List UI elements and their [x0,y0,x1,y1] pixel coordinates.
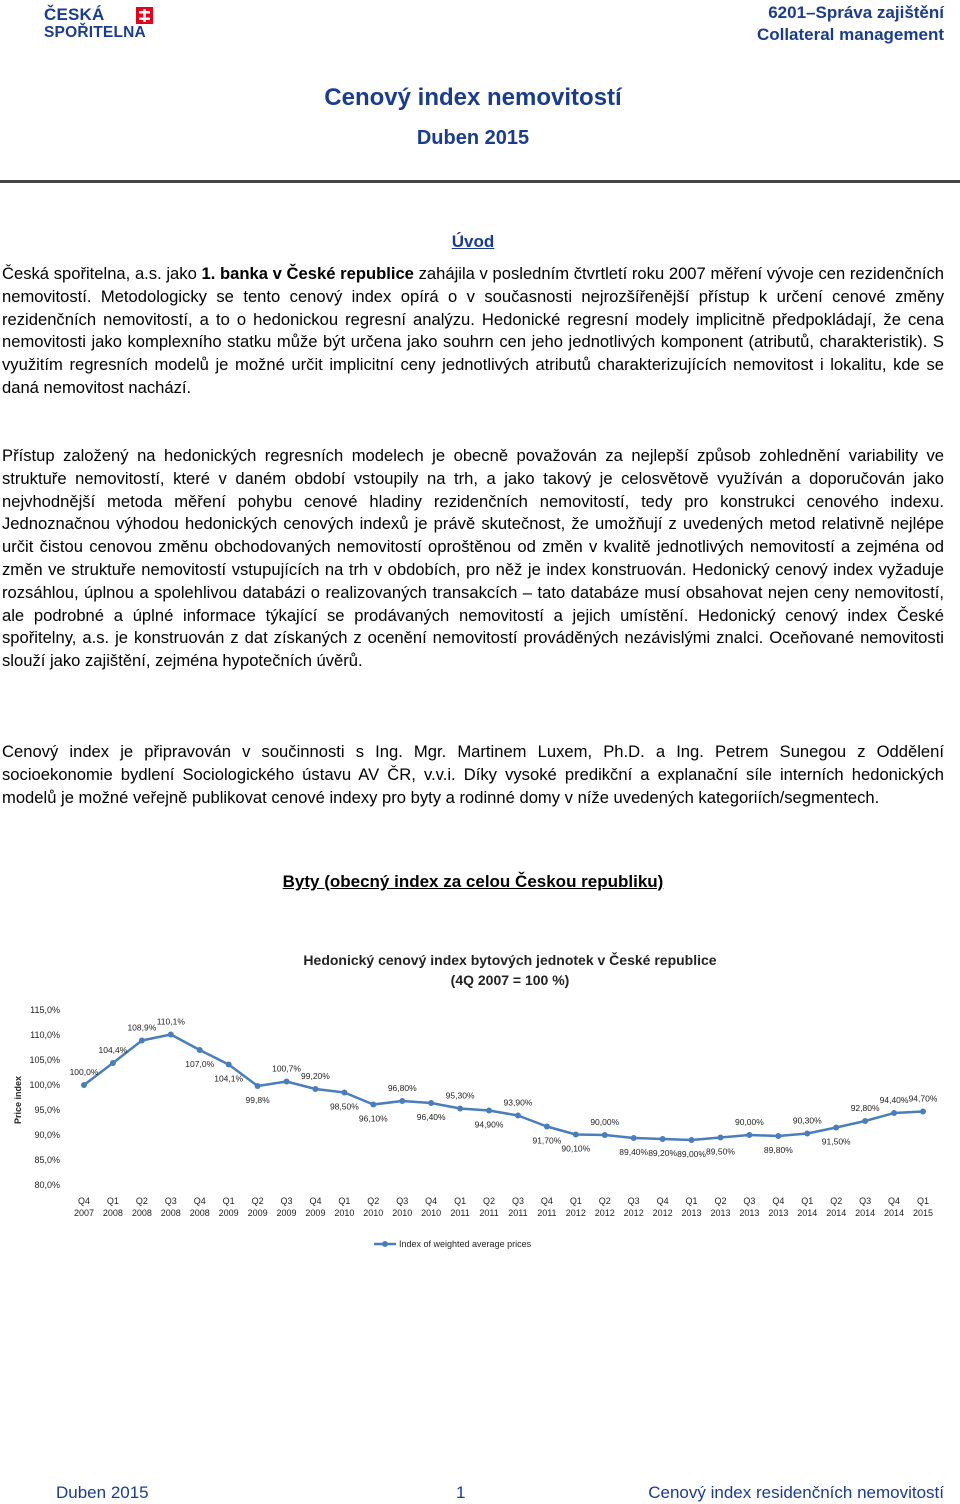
x-tick-label-quarter: Q4 [309,1196,322,1206]
data-point [370,1102,376,1108]
x-tick-label-year: 2012 [565,1208,586,1218]
x-tick-label-year: 2011 [450,1208,470,1218]
data-point [573,1132,579,1138]
x-tick-label-quarter: Q2 [483,1196,496,1206]
data-point [660,1136,666,1142]
intro-paragraph-2: Přístup založený na hedonických regresních modelech je obecně považován za nejlepší způsob zohlednění variability ve struktuře nemovitostí, které v daném období vstoupily na trh, a jako takový je celosvětově využíván a doporučován jako nejvhodnější metoda měření pohybu cenové hladiny rezidenčních nemovitostí, tedy pro konstrukci cenového indexu. Jednoznačnou výhodou hedonických cenových indexů je právě skutečnost, že umožňují z uvedených metod relativně nejlépe určit čistou cenovou změnu obchodovaných nemovitostí oproštěnou od změn v kvalitě jednotlivých nemovitostí a zejména od změn ve struktuře nemovitostí vstupujících na trh v obdobích, pro něž je index konstruován. Hedonický cenový index vyžaduje rozsáhlou, úplnou a spolehlivou databázi o realizovaných transakcích – tato databáze musí obsahovat nejen ceny nemovitostí, ale podrobné a úplné informace týkající se prodávaných nemovitostí a jejich umístění. Hedonický cenový index České spořitelny, a.s. je konstruován z dat získaných z ocenění nemovitostí prováděných nezávislými znalci. Oceňované nemovitosti slouží jako zajištění, zejména hypotečních úvěrů. [2,446,944,671]
data-label: 92,80% [850,1103,880,1113]
data-point [341,1090,347,1096]
data-point [544,1124,550,1130]
data-label: 95,30% [445,1090,475,1101]
x-tick-label-quarter: Q3 [164,1196,177,1206]
x-tick-label-year: 2009 [218,1208,239,1218]
chart-title [200,950,820,990]
data-point [255,1083,261,1089]
x-tick-label-quarter: Q4 [888,1196,901,1206]
document-title: Cenový index nemovitostí [324,84,622,111]
x-tick-label-year: 2014 [855,1208,876,1218]
x-tick-label-quarter: Q1 [454,1196,467,1206]
data-point [197,1047,203,1053]
x-tick-label-quarter: Q1 [106,1196,119,1206]
x-tick-label-quarter: Q1 [685,1196,698,1206]
data-point [631,1135,637,1141]
x-tick-label-quarter: Q2 [135,1196,148,1206]
data-label: 107,0% [185,1059,215,1069]
data-label: 91,50% [821,1136,851,1147]
x-tick-label-quarter: Q3 [396,1196,409,1206]
chart-subtitle-line: (4Q 2007 = 100 %) [450,972,570,988]
chart-title-line: Hedonický cenový index bytových jednotek v České republice [303,952,717,968]
y-tick-label: 95,0% [34,1105,60,1115]
intro-paragraph-3: Cenový index je připravován v součinnosti s Ing. Mgr. Martinem Luxem, Ph.D. a Ing. Petrem Sunegou z Oddělení socioekonomie bydlení Sociologického ústavu AV ČR, v.v.i. Díky vysoké predikční a explanační síle interních hedonických modelů je možné veřejně publikovat cenové indexy pro byty a rodinné domy v níže uvedených kategoriích/segmentech. [2,742,944,807]
footer-date: Duben 2015 [56,1483,149,1502]
x-tick-label-year: 2009 [305,1208,326,1218]
data-point [399,1098,405,1104]
y-tick-label: 105,0% [29,1055,60,1065]
x-tick-label-quarter: Q3 [511,1196,524,1206]
data-point [891,1110,897,1116]
chart-series [81,1032,926,1144]
data-point [168,1032,174,1038]
data-label: 94,70% [908,1093,938,1104]
data-label: 98,50% [329,1101,359,1112]
x-tick-label-year: 2008 [102,1208,123,1218]
data-label: 89,00% [677,1149,706,1159]
footer-page-number: 1 [456,1483,466,1502]
data-point [284,1079,290,1085]
flats-section-heading: Byty (obecný index za celou Českou republiku) [282,872,664,891]
x-tick-label-year: 2011 [479,1208,499,1218]
document-date: Duben 2015 [416,127,530,149]
x-tick-label-quarter: Q1 [916,1196,930,1206]
x-axis [74,1196,933,1218]
data-label: 104,4% [98,1045,128,1055]
footer-document-name: Cenový index residenčních nemovitostí [648,1483,944,1502]
intro-p1-bold: 1. banka v České republice [201,264,414,283]
x-tick-label-year: 2009 [276,1208,297,1218]
data-label: 108,9% [127,1022,157,1033]
data-point [110,1060,116,1066]
y-axis-title: Price index [13,1075,23,1125]
data-point [81,1082,87,1088]
intro-heading: Úvod [451,232,495,251]
legend-label: Index of weighted average prices [399,1239,532,1249]
data-point [515,1113,521,1119]
logo-line-1: ČESKÁ [44,5,105,24]
data-label: 89,80% [763,1145,793,1155]
data-point [717,1135,723,1141]
x-tick-label-quarter: Q2 [714,1196,727,1206]
y-tick-label: 90,0% [34,1130,60,1140]
department-subtitle: Collateral management [756,25,944,44]
data-label: 89,20% [648,1148,678,1158]
logo-line-2: SPOŘITELNA [44,24,146,41]
x-tick-label-quarter: Q4 [77,1196,91,1206]
intro-p1-rest: zahájila v posledním čtvrtletí roku 2007 měření vývoje cen rezidenčních nemovitostí. Metodologicky se tento cenový index opírá o v současnosti nejrozšířenější přístup k určení cenové změny rezidenčních nemovitostí, a to o hedonickou regresní analýzu. Hedonické regresní modely implicitně předpokládají, že cena nemovitosti jako komplexního statku může být určena jako souhrn cen jeho jednotlivých komponent (atributů, charakteristik). S využitím regresních modelů je možné určit implicitní ceny jednotlivých atributů charakterizujících nemovitost i lokalitu, kde se daná nemovitost nachází. [2,264,944,397]
y-tick-label: 80,0% [34,1180,60,1190]
header-right [757,2,944,46]
data-label: 93,90% [503,1097,533,1108]
x-tick-label-quarter: Q1 [569,1196,582,1206]
data-point [689,1137,695,1143]
x-tick-label-quarter: Q4 [772,1196,785,1206]
data-label: 91,70% [532,1135,562,1146]
data-point [428,1100,434,1106]
x-tick-label-year: 2015 [912,1208,934,1218]
data-point [804,1131,810,1137]
data-label: 100,7% [272,1063,301,1074]
y-tick-label: 110,0% [30,1030,60,1040]
x-tick-label-year: 2013 [768,1208,789,1218]
x-tick-label-quarter: Q4 [656,1196,669,1206]
x-tick-label-year: 2010 [392,1208,413,1218]
data-label: 94,40% [879,1095,909,1105]
data-point [602,1132,608,1138]
data-label: 110,1% [156,1016,185,1027]
x-tick-label-quarter: Q4 [425,1196,438,1206]
data-label: 89,50% [706,1146,735,1157]
x-tick-label-year: 2013 [710,1208,731,1218]
x-tick-label-quarter: Q1 [338,1196,351,1206]
data-label: 96,10% [358,1113,388,1124]
data-point [920,1109,926,1115]
data-label: 90,30% [792,1115,822,1126]
x-tick-label-year: 2009 [247,1208,268,1218]
data-point [833,1125,839,1131]
y-tick-label: 100,0% [29,1080,60,1090]
data-label: 96,80% [387,1083,417,1093]
x-tick-label-year: 2010 [421,1208,442,1218]
x-tick-label-year: 2012 [652,1208,673,1218]
data-label: 100,0% [69,1067,99,1077]
data-point [139,1038,145,1044]
x-tick-label-quarter: Q2 [830,1196,843,1206]
data-point [486,1108,492,1114]
x-tick-label-quarter: Q3 [743,1196,756,1206]
y-axis [13,1005,60,1190]
data-point [775,1133,781,1139]
x-tick-label-year: 2014 [884,1208,905,1218]
x-tick-label-year: 2010 [363,1208,384,1218]
department-code-title: 6201–Správa zajištění [768,3,944,22]
x-tick-label-quarter: Q1 [222,1196,235,1206]
ceska-sporitelna-logo [44,5,154,43]
data-label: 90,00% [734,1117,764,1127]
x-tick-label-year: 2013 [739,1208,760,1218]
x-tick-label-year: 2013 [681,1208,702,1218]
x-tick-label-quarter: Q3 [859,1196,872,1206]
intro-paragraph-1 [2,263,944,400]
x-tick-label-year: 2011 [537,1208,557,1218]
x-tick-label-year: 2007 [73,1208,95,1218]
data-label: 90,10% [561,1143,591,1154]
data-point [746,1132,752,1138]
x-tick-label-quarter: Q2 [367,1196,380,1206]
data-label: 90,00% [590,1117,620,1127]
x-tick-label-quarter: Q3 [627,1196,640,1206]
x-tick-label-quarter: Q4 [540,1196,553,1206]
x-tick-label-year: 2014 [797,1208,818,1218]
x-tick-label-year: 2008 [160,1208,181,1218]
data-point [312,1086,318,1092]
x-tick-label-year: 2012 [623,1208,644,1218]
x-tick-label-year: 2010 [334,1208,355,1218]
x-tick-label-quarter: Q2 [251,1196,264,1206]
x-tick-label-year: 2012 [594,1208,615,1218]
page-footer [0,1483,960,1503]
x-tick-label-year: 2008 [189,1208,210,1218]
sporitelna-mark-icon [136,7,153,24]
intro-p1-start: Česká spořitelna, a.s. jako [2,264,202,283]
data-point [226,1062,232,1068]
x-tick-label-quarter: Q4 [193,1196,206,1206]
x-tick-label-quarter: Q1 [801,1196,814,1206]
y-tick-label: 85,0% [34,1155,60,1165]
data-point [457,1106,463,1112]
x-tick-label-quarter: Q2 [598,1196,611,1206]
data-label: 104,1% [214,1073,244,1084]
header-divider [0,180,960,183]
data-label: 96,40% [416,1112,446,1122]
data-label: 94,90% [474,1119,504,1130]
price-index-line-chart [0,990,960,1260]
legend-marker [382,1241,388,1247]
y-tick-label: 115,0% [30,1005,60,1015]
data-point [862,1118,868,1124]
data-label: 99,20% [301,1071,330,1081]
chart-legend [374,1239,532,1249]
x-tick-label-year: 2011 [508,1208,528,1218]
data-labels [70,1017,938,1160]
x-tick-label-year: 2014 [826,1208,847,1218]
data-label: 89,40% [619,1147,649,1157]
x-tick-label-year: 2008 [131,1208,152,1218]
data-label: 99,8% [245,1095,270,1105]
x-tick-label-quarter: Q3 [280,1196,293,1206]
